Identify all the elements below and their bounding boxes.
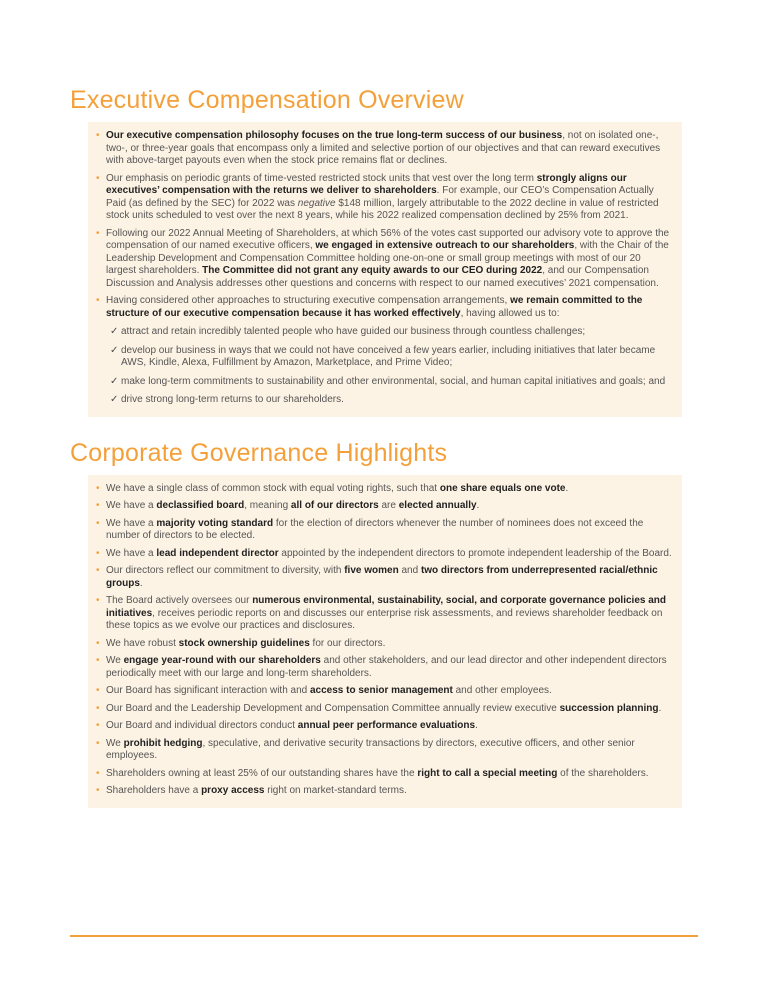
check-icon: ✓ — [110, 326, 119, 337]
list-item-text: Following our 2022 Annual Meeting of Shareholders, at which 56% of the votes cast supported our advisory vote to approve the compensation of our named executive officers, we engaged in extensive outreach to our shareholders, with the Chair of the Leadership Development and Compensation Committee holding one-on-one or small group meetings with most of our 20 largest shareholders. The Committee did not grant any equity awards to our CEO during 2022, and our Compensation Discussion and Analysis addresses other questions and concerns with respect to our named executives’ 2021 compensation. — [106, 227, 670, 289]
list-item-text: Our Board and the Leadership Development and Compensation Committee annually review executive succession planning. — [106, 702, 662, 714]
section-title: Corporate Governance Highlights — [70, 438, 448, 467]
section-corporate-governance-highlights — [70, 439, 698, 808]
list-item — [96, 768, 672, 781]
list-item — [96, 703, 672, 716]
list-item-text: We engage year-round with our shareholders and other stakeholders, and our lead director and other independent directors periodically meet with our large and long-term shareholders. — [106, 655, 667, 679]
list-item — [96, 228, 672, 291]
list-item-text: Our directors reflect our commitment to diversity, with five women and two directors from underrepresented racial/ethnic groups. — [106, 565, 658, 589]
list-item-text: drive strong long-term returns to our shareholders. — [121, 394, 344, 405]
list-item — [110, 345, 672, 370]
list-item-text: Having considered other approaches to structuring executive compensation arrangements, we remain committed to the structure of our executive compensation because it has worked effectively, having allowed us to: — [106, 295, 643, 319]
bullet-icon: • — [96, 172, 100, 184]
list-item-text: We have a single class of common stock with equal voting rights, such that one share equals one vote. — [106, 482, 569, 494]
footer-divider — [70, 935, 698, 937]
list-item-text: Our Board has significant interaction with and access to senior management and other employees. — [106, 685, 552, 696]
list-item — [96, 483, 672, 496]
list-item-text: We have robust stock ownership guidelines for our directors. — [106, 637, 386, 649]
check-icon: ✓ — [110, 375, 119, 387]
list-item-text: Our executive compensation philosophy focuses on the true long-term success of our business, not on isolated one-, two-, or three-year goals that encompass only a limited and selective portion of our objectives and that can reward executives with above-target payouts even when the stock price remains flat or declines. — [106, 130, 661, 166]
list-item — [96, 518, 672, 543]
bullet-icon: • — [96, 482, 100, 494]
list-item — [96, 565, 672, 590]
list-item — [110, 326, 672, 339]
page-title: Executive Compensation Overview — [70, 86, 464, 114]
bullet-icon: • — [96, 702, 100, 714]
bullet-icon: • — [96, 655, 100, 666]
list-item — [96, 720, 672, 733]
list-item — [96, 295, 672, 320]
list-item — [96, 173, 672, 223]
list-item — [96, 685, 672, 698]
highlight-panel — [88, 122, 682, 417]
bullet-icon: • — [96, 595, 100, 606]
bullet-icon: • — [96, 500, 100, 511]
list-item-text: The Board actively oversees our numerous environmental, sustainability, social, and corporate governance policies and initiatives, receives periodic reports on and discusses our enterprise risk assessments, and reviews shareholder feedback on these topics as we evolve our practices and disclosures. — [106, 595, 667, 631]
bullet-icon: • — [96, 227, 100, 239]
list-item-text: Shareholders have a proxy access right on market-standard terms. — [106, 785, 407, 796]
bullet-icon: • — [96, 737, 100, 749]
list-item-text: Our Board and individual directors conduct annual peer performance evaluations. — [106, 720, 478, 731]
list-item — [96, 785, 672, 798]
bullet-list — [96, 130, 672, 407]
section-executive-compensation-overview — [70, 86, 698, 417]
list-item-text: Shareholders owning at least 25% of our outstanding shares have the right to call a special meeting of the shareholders. — [106, 767, 649, 779]
list-item-text: We have a lead independent director appointed by the independent directors to promote independent leadership of the Board. — [106, 547, 672, 559]
list-item-text: We have a majority voting standard for the election of directors whenever the number of nominees does not exceed the number of directors to be elected. — [106, 517, 644, 541]
bullet-icon: • — [96, 720, 100, 731]
bullet-list — [96, 483, 672, 798]
list-item — [96, 638, 672, 651]
bullet-icon: • — [96, 785, 100, 796]
bullet-icon: • — [96, 685, 100, 696]
list-item — [110, 394, 672, 407]
bullet-icon: • — [96, 547, 100, 559]
bullet-icon: • — [96, 517, 100, 529]
bullet-icon: • — [96, 565, 100, 576]
list-item — [96, 655, 672, 680]
check-icon: ✓ — [110, 394, 119, 405]
check-icon: ✓ — [110, 344, 119, 356]
list-item-text: We have a declassified board, meaning all of our directors are elected annually. — [106, 500, 480, 511]
bullet-icon: • — [96, 130, 100, 141]
highlight-panel — [88, 475, 682, 808]
list-item — [96, 500, 672, 513]
list-item-text: We prohibit hedging, speculative, and derivative security transactions by directors, executive officers, and other senior employees. — [106, 737, 635, 761]
list-item-text: make long-term commitments to sustainability and other environmental, social, and human capital initiatives and goals; and — [121, 375, 666, 387]
list-item-text: develop our business in ways that we could not have conceived a few years earlier, including initiatives that later became AWS, Kindle, Alexa, Fulfillment by Amazon, Marketplace, and Prime Video; — [121, 344, 656, 368]
bullet-icon: • — [96, 637, 100, 649]
list-item — [96, 130, 672, 168]
list-item — [96, 738, 672, 763]
list-item-text: attract and retain incredibly talented people who have guided our business through countless challenges; — [121, 326, 586, 337]
list-item — [96, 548, 672, 561]
bullet-icon: • — [96, 767, 100, 779]
list-item — [96, 595, 672, 633]
bullet-icon: • — [96, 295, 100, 306]
list-item-text: Our emphasis on periodic grants of time-vested restricted stock units that vest over the long term strongly aligns our executives’ compensation with the returns we deliver to shareholders. For example, our CEO’s Compensation Actually Paid (as defined by the SEC) for 2022 was negative $148 million, largely attributable to the 2022 decline in value of restricted stock units scheduled to vest over the next 8 years, while his 2022 realized compensation declined by 25% from 2021. — [106, 172, 659, 221]
list-item — [110, 376, 672, 389]
